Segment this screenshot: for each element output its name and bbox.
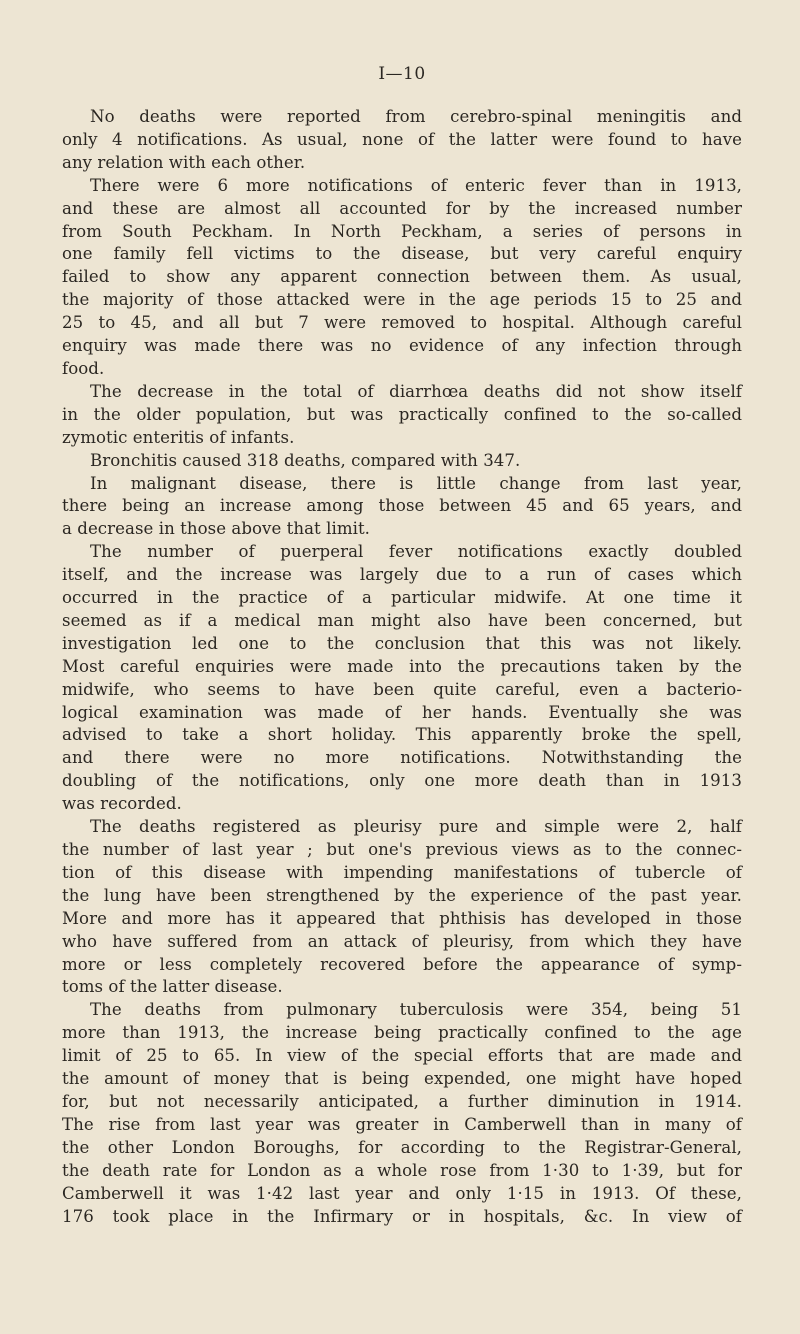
text-line: doubling of the notifications, only one more death than in 1913 bbox=[62, 771, 742, 791]
text-line: more or less completely recovered before the appearance of symp- bbox=[62, 954, 742, 974]
text-line: there being an increase among those between 45 and 65 years, and bbox=[62, 496, 742, 516]
body-text bbox=[62, 106, 742, 1228]
text-line: logical examination was made of her hands. Eventually she was bbox=[62, 702, 742, 722]
text-line: midwife, who seems to have been quite careful, even a bacterio- bbox=[62, 679, 742, 699]
text-line: zymotic enteritis of infants. bbox=[62, 427, 295, 447]
paragraph bbox=[62, 450, 742, 473]
document-page bbox=[62, 62, 742, 1228]
text-line: one family fell victims to the disease, but very careful enquiry bbox=[62, 244, 742, 264]
text-line: tion of this disease with impending manifestations of tubercle of bbox=[62, 862, 742, 882]
text-line: the lung have been strengthened by the experience of the past year. bbox=[62, 885, 742, 905]
text-line: Bronchitis caused 318 deaths, compared with 347. bbox=[90, 450, 521, 470]
text-line: 25 to 45, and all but 7 were removed to hospital. Although careful bbox=[62, 313, 742, 333]
text-line: food. bbox=[62, 358, 105, 378]
text-line: for, but not necessarily anticipated, a further diminution in 1914. bbox=[62, 1091, 742, 1111]
text-line: itself, and the increase was largely due to a run of cases which bbox=[62, 565, 742, 585]
text-line: toms of the latter disease. bbox=[62, 977, 283, 997]
text-line: the number of last year ; but one's previous views as to the connec- bbox=[62, 840, 742, 859]
text-line: 176 took place in the Infirmary or in hospitals, &c. In view of bbox=[62, 1206, 742, 1226]
text-line: any relation with each other. bbox=[62, 152, 306, 172]
text-line: enquiry was made there was no evidence of any infection through bbox=[62, 336, 742, 356]
text-line: the majority of those attacked were in the age periods 15 to 25 and bbox=[62, 290, 742, 310]
text-line: and there were no more notifications. Notwithstanding the bbox=[62, 748, 742, 768]
text-line: the death rate for London as a whole rose from 1·30 to 1·39, but for bbox=[62, 1160, 742, 1180]
text-line: The decrease in the total of diarrhœa deaths did not show itself bbox=[90, 381, 742, 401]
paragraph bbox=[62, 541, 742, 816]
text-line: The deaths registered as pleurisy pure and simple were 2, half bbox=[90, 817, 742, 837]
text-line: No deaths were reported from cerebro-spinal meningitis and bbox=[90, 107, 742, 126]
paragraph bbox=[62, 106, 742, 175]
text-line: There were 6 more notifications of enteric fever than in 1913, bbox=[90, 175, 742, 195]
paragraph bbox=[62, 473, 742, 542]
text-line: failed to show any apparent connection between them. As usual, bbox=[62, 267, 742, 287]
text-line: the other London Boroughs, for according to the Registrar-General, bbox=[62, 1137, 742, 1157]
text-line: The number of puerperal fever notifications exactly doubled bbox=[90, 542, 742, 562]
text-line: The deaths from pulmonary tuberculosis were 354, being 51 bbox=[90, 1000, 742, 1020]
text-line: limit of 25 to 65. In view of the special efforts that are made and bbox=[62, 1046, 742, 1066]
text-line: from South Peckham. In North Peckham, a series of persons in bbox=[62, 221, 742, 241]
text-line: was recorded. bbox=[62, 794, 182, 814]
text-line: a decrease in those above that limit. bbox=[62, 519, 370, 539]
text-line: the amount of money that is being expended, one might have hoped bbox=[62, 1069, 742, 1089]
text-line: more than 1913, the increase being practically confined to the age bbox=[62, 1023, 742, 1043]
text-line: and these are almost all accounted for by the increased number bbox=[62, 198, 742, 218]
text-line: The rise from last year was greater in Camberwell than in many of bbox=[62, 1114, 742, 1134]
text-line: More and more has it appeared that phthisis has developed in those bbox=[62, 908, 742, 928]
text-line: in the older population, but was practically confined to the so-called bbox=[62, 404, 742, 424]
text-line: Most careful enquiries were made into the precautions taken by the bbox=[62, 656, 742, 676]
text-line: only 4 notifications. As usual, none of the latter were found to have bbox=[62, 129, 742, 149]
text-line: In malignant disease, there is little change from last year, bbox=[90, 473, 742, 493]
paragraph bbox=[62, 999, 742, 1228]
page-number: I—10 bbox=[378, 64, 426, 84]
text-line: Camberwell it was 1·42 last year and only 1·15 in 1913. Of these, bbox=[62, 1183, 742, 1203]
paragraph bbox=[62, 816, 742, 999]
paragraph bbox=[62, 175, 742, 381]
paragraph bbox=[62, 381, 742, 450]
text-line: investigation led one to the conclusion that this was not likely. bbox=[62, 633, 742, 653]
text-line: occurred in the practice of a particular midwife. At one time it bbox=[62, 588, 742, 608]
text-line: advised to take a short holiday. This apparently broke the spell, bbox=[62, 725, 742, 745]
text-line: who have suffered from an attack of pleurisy, from which they have bbox=[62, 931, 742, 951]
text-line: seemed as if a medical man might also have been concerned, but bbox=[62, 610, 742, 630]
